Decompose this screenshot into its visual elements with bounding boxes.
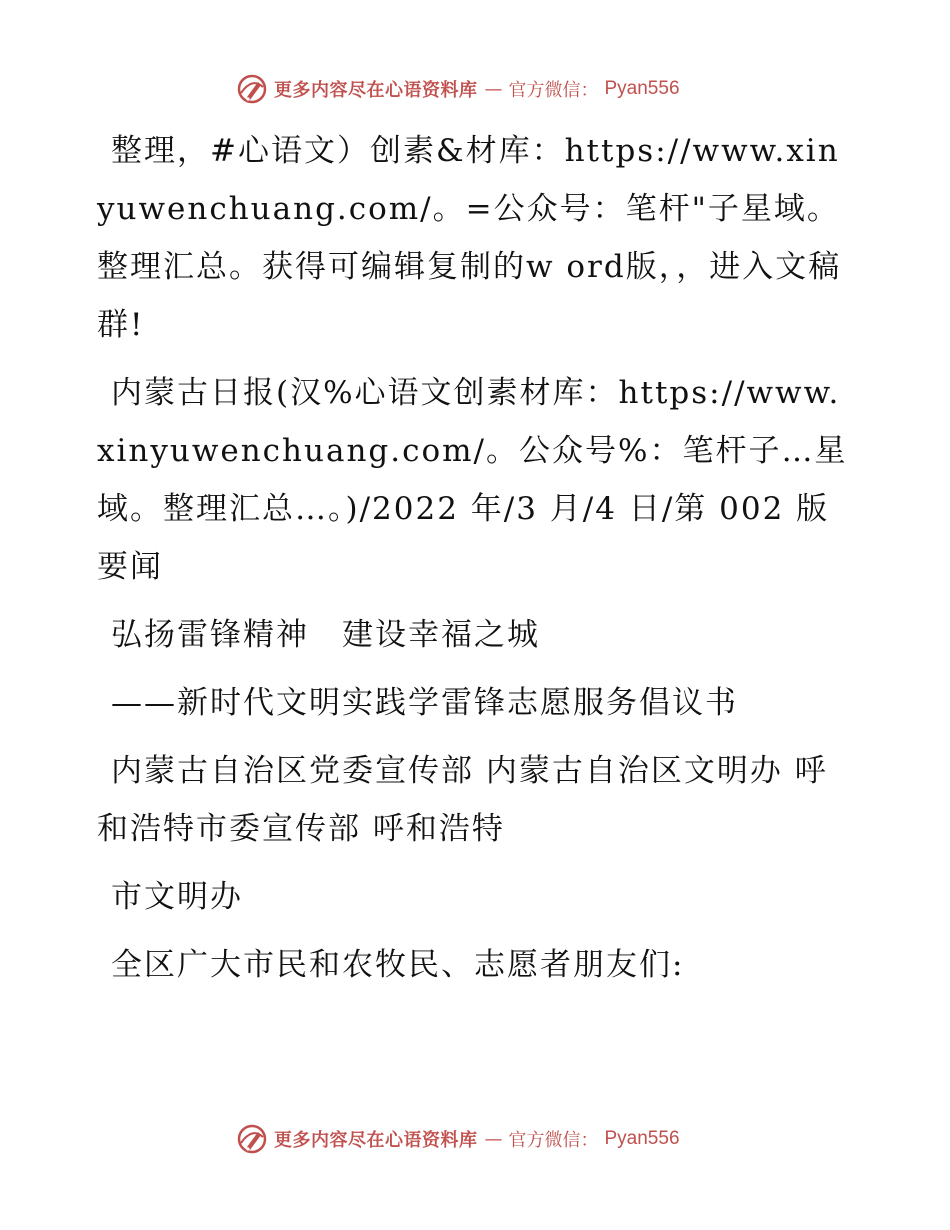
header-banner-text: 更多内容尽在心语资料库 xyxy=(274,80,478,101)
footer-banner-dash: — xyxy=(484,1128,503,1150)
paragraph-source-note: 整理，#心语文）创素&材库：https://www.xinyuwenchuang.com/。=公众号：笔杆"子星域。整理汇总。获得可编辑复制的w ord版，，进入文稿群! xyxy=(97,133,842,343)
pen-logo-icon xyxy=(236,1123,268,1155)
footer-banner-wechat-label: 官方微信： xyxy=(508,1130,599,1151)
issuing-organizations-continued: 市文明办 xyxy=(111,879,243,915)
header-banner-wechat-id: Pyan556 xyxy=(604,78,680,99)
header-banner-dash: — xyxy=(484,78,503,100)
salutation: 全区广大市民和农牧民、志愿者朋友们: xyxy=(111,947,685,983)
footer-banner-wechat-id: Pyan556 xyxy=(604,1128,680,1149)
issuing-organizations: 内蒙古自治区党委宣传部 内蒙古自治区文明办 呼和浩特市委宣传部 呼和浩特 xyxy=(97,753,828,847)
footer-banner xyxy=(236,1122,680,1156)
paragraph-newspaper-citation: 内蒙古日报(汉%心语文创素材库：https://www.xinyuwenchuang.com/。公众号%：笔杆子…星域。整理汇总…。)/2022 年/3 月/4 日/第 002 版要闻 xyxy=(97,375,848,585)
footer-banner-text: 更多内容尽在心语资料库 xyxy=(274,1130,478,1151)
header-banner-wechat-label: 官方微信： xyxy=(508,80,599,101)
document-title: 弘扬雷锋精神 建设幸福之城 xyxy=(111,617,540,653)
header-banner xyxy=(236,72,680,106)
document-body xyxy=(97,122,857,1004)
document-subtitle: ——新时代文明实践学雷锋志愿服务倡议书 xyxy=(111,685,738,721)
pen-logo-icon xyxy=(236,73,268,105)
